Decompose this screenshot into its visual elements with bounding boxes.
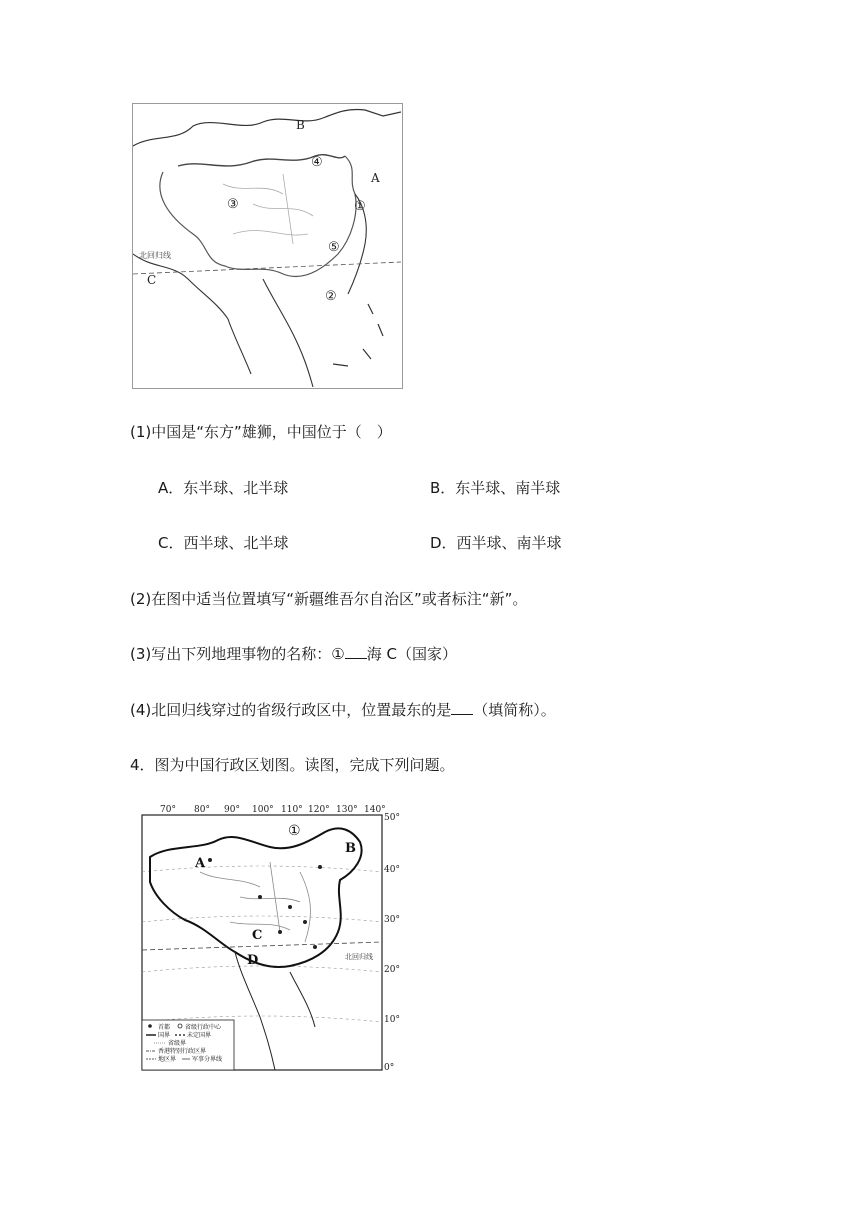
lon-label-140: 140° [364,805,386,815]
lon-label-80: 80° [194,805,210,815]
question-2: (2)在图中适当位置填写“新疆维吾尔自治区”或者标注“新”。 [130,590,528,608]
question-4 [130,700,556,720]
option-b: B．东半球、南半球 [430,479,561,497]
lon-label-110: 110° [281,805,303,815]
question-4-prefix: (4)北回归线穿过的省级行政区中，位置最东的是 [130,701,452,719]
lat-label-0: 0° [384,1063,395,1073]
lat-label-10: 10° [384,1015,400,1025]
asia-map-figure [132,103,403,389]
answer-blank-1[interactable] [345,644,367,659]
map2-label-1: ① [288,823,301,839]
capital-dot [288,905,292,909]
north-border-line [133,109,401,146]
lon-label-70: 70° [160,805,176,815]
map1-label-5: ⑤ [328,240,340,255]
question-intro-4: 4．图为中国行政区划图。读图，完成下列问题。 [130,756,455,774]
lon-label-130: 130° [336,805,358,815]
legend-capital-dot [148,1024,152,1028]
legend-prov-center: 省级行政中心 [185,1024,222,1031]
lat-label-50: 50° [384,813,400,823]
legend-undefined-border: 未定国界 [187,1032,212,1039]
china-outline [160,156,356,276]
capital-dot [303,920,307,924]
asia-map-svg [133,104,401,387]
map1-label-4: ④ [311,155,323,170]
question-3 [130,644,457,664]
tropic-label: 北回归线 [345,953,373,961]
tropic-line [142,942,382,950]
question-1: (1)中国是“东方”雄狮，中国位于（ ） [130,423,392,441]
capital-dot [258,895,262,899]
tropic-of-cancer-line [133,262,401,274]
lon-label-120: 120° [308,805,330,815]
lat-label-40: 40° [384,865,400,875]
map2-label-b: B [345,841,356,856]
question-3-suffix: 海 C（国家） [366,645,457,663]
capital-dot [313,945,317,949]
option-a: A．东半球、北半球 [158,479,289,497]
china-admin-map-figure [140,802,400,1074]
capital-dot [278,930,282,934]
map1-label-b: B [296,118,305,132]
legend-prov-border: 省级界 [168,1040,187,1047]
legend-hk-border: 香港特别行政区界 [158,1048,207,1055]
graticule [142,866,382,1022]
legend-military: 军事分界线 [192,1056,223,1063]
indochina-outline [263,279,313,387]
lon-label-100: 100° [252,805,274,815]
map2-label-a: A [195,856,206,871]
lon-label-90: 90° [224,805,240,815]
lat-label-20: 20° [384,965,400,975]
map1-label-a: A [371,171,380,185]
map1-label-1: ① [354,199,366,214]
islands [333,304,383,366]
capital-dot [318,865,322,869]
map2-label-d: D [247,953,259,968]
legend-region-border: 地区界 [158,1056,177,1063]
map1-label-3: ③ [227,197,239,212]
answer-blank-2[interactable] [451,700,473,715]
map2-label-c: C [252,928,263,943]
southeast-asia-coast [235,952,315,1070]
map1-label-2: ② [325,289,337,304]
question-3-prefix: (3)写出下列地理事物的名称：① [130,645,345,663]
question-4-suffix: （填简称）。 [473,701,556,719]
tropic-label: 北回归线 [139,251,171,260]
lat-label-30: 30° [384,915,400,925]
capital-dot [208,858,212,862]
option-c: C．西半球、北半球 [158,534,289,552]
map1-label-c: C [147,273,157,287]
legend-capital: 首都 [158,1024,171,1031]
legend-border: 国界 [158,1032,171,1039]
option-d: D．西半球、南半球 [430,534,562,552]
china-admin-map-svg [140,802,400,1074]
india-outline [133,254,251,374]
